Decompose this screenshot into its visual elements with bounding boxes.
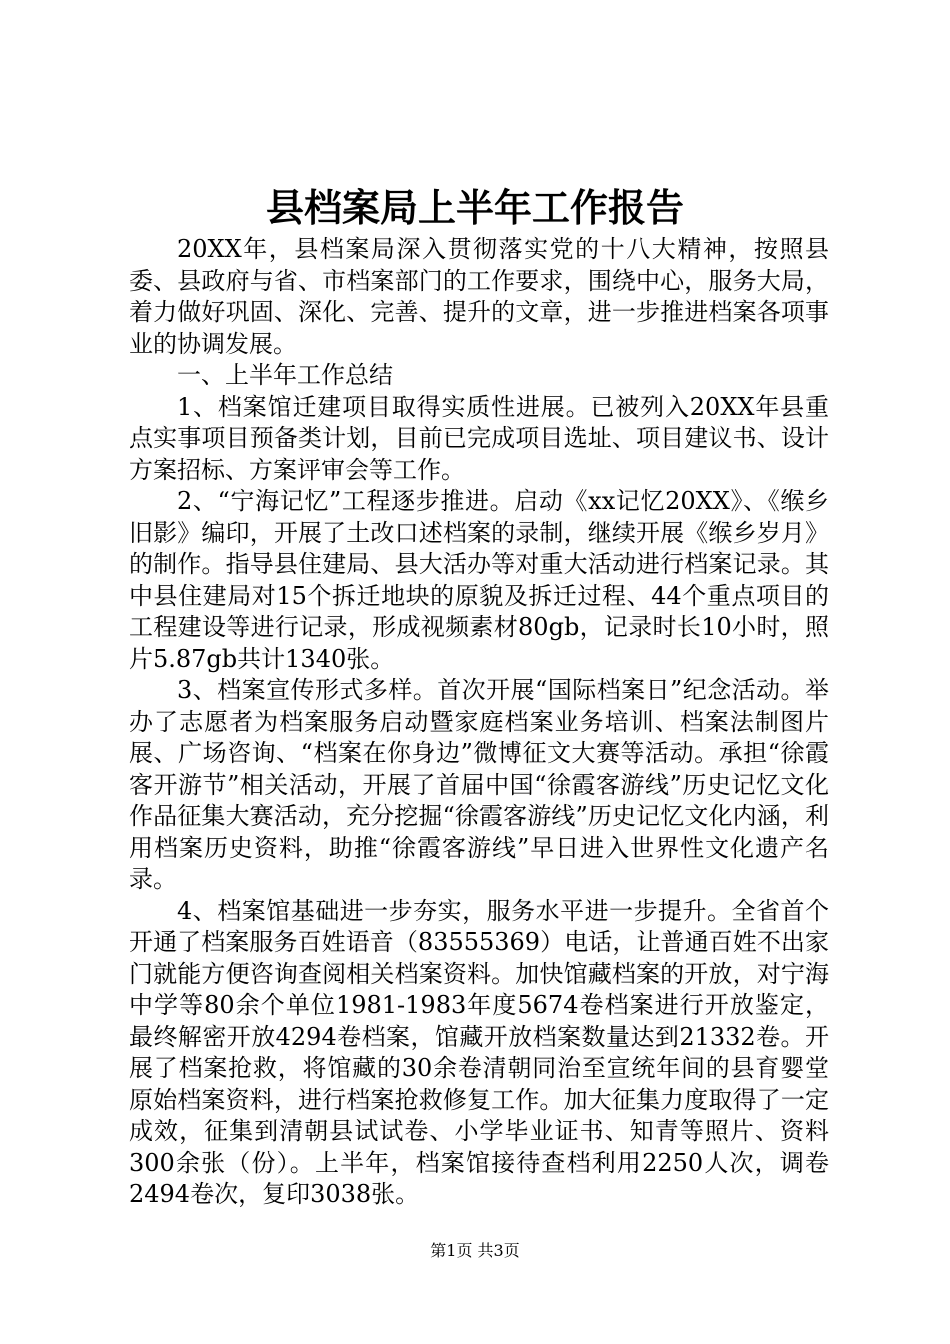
item-paragraph: 3、档案宣传形式多样。首次开展“国际档案日”纪念活动。举办了志愿者为档案服务启动暨家庭档案业务培训、档案法制图片展、广场咨询、“档案在你身边”微博征文大赛等活动。承担“徐霞客开游节”相关活动，开展了首届中国“徐霞客游线”历史记忆文化作品征集大赛活动，充分挖掘“徐霞客游线”历史记忆文化内涵，利用档案历史资料，助推“徐霞客游线”早日进入世界性文化遗产名录。 xyxy=(129,676,829,893)
section-heading: 一、上半年工作总结 xyxy=(177,361,393,389)
item-paragraph: 4、档案馆基础进一步夯实，服务水平进一步提升。全省首个开通了档案服务百姓语音（83555369）电话，让普通百姓不出家门就能方便咨询查阅相关档案资料。加快馆藏档案的开放，对宁海中学等80余个单位1981-1983年度5674卷档案进行开放鉴定，最终解密开放4294卷档案，馆藏开放档案数量达到21332卷。开展了档案抢救，将馆藏的30余卷清朝同治至宣统年间的县育婴堂原始档案资料，进行档案抢救修复工作。加大征集力度取得了一定成效，征集到清朝县试试卷、小学毕业证书、知青等照片、资料300余张（份）。上半年，档案馆接待查档利用2250人次，调卷2494卷次，复印3038张。 xyxy=(129,896,829,1208)
item-paragraph: 1、档案馆迁建项目取得实质性进展。已被列入20XX年县重点实事项目预备类计划，目前已完成项目选址、项目建议书、设计方案招标、方案评审会等工作。 xyxy=(129,392,829,484)
page-footer: 第1页 共3页 xyxy=(430,1241,520,1260)
item-paragraph: 2、“宁海记忆”工程逐步推进。启动《xx记忆20XX》、《缑乡旧影》编印，开展了土改口述档案的录制，继续开展《缑乡岁月》的制作。指导县住建局、县大活办等对重大活动进行档案记录。其中县住建局对15个拆迁地块的原貌及拆迁过程、44个重点项目的工程建设等进行记录，形成视频素材80gb，记录时长10小时，照片5.87gb共计1340张。 xyxy=(129,487,829,673)
intro-paragraph: 20XX年，县档案局深入贯彻落实党的十八大精神，按照县委、县政府与省、市档案部门的工作要求，围绕中心，服务大局，着力做好巩固、深化、完善、提升的文章，进一步推进档案各项事业的协调发展。 xyxy=(129,235,829,358)
document-body xyxy=(129,234,829,1211)
page-title: 县档案局上半年工作报告 xyxy=(265,185,684,230)
